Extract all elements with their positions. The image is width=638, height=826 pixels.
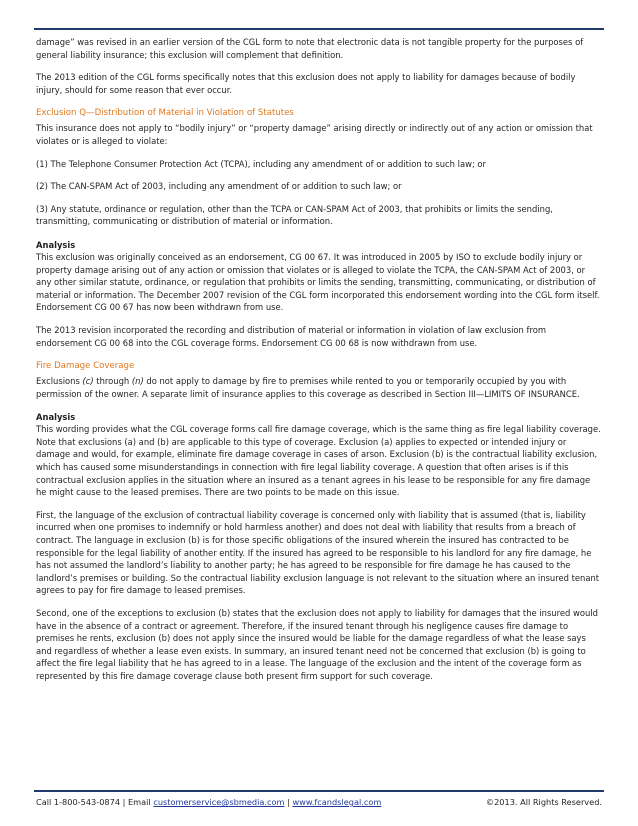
fire-damage-heading: Fire Damage Coverage	[36, 361, 135, 372]
fire-damage-analysis-label: Analysis	[36, 412, 76, 423]
exclusion-q-item-3: (3) Any statute, ordinance or regulation, other than the TCPA or CAN-SPAM Act of 2003, that prohibits or limits the sending, transmitting, communicating or distribution of material or information.	[36, 203, 553, 227]
fire-damage-paragraph: Exclusions (c) through (n) do not apply to damage by fire to premises while rented to you or temporarily occupied by you with permission of the owner. A separate limit of insurance applies to this coverage as described in Section III—LIMITS OF INSURANCE.	[36, 376, 580, 399]
intro-paragraph-2: The 2013 edition of the CGL forms specifically notes that this exclusion does not apply to liability for damages because of bodily injury, should for some reason that ever occur.	[36, 72, 576, 95]
footer-copyright: ©2013. All Rights Reserved.	[485, 797, 602, 807]
exclusion-q-paragraph: This insurance does not apply to “bodily injury” or “property damage” arising directly or indirectly out of any action or omission that violates or is alleged to violate:	[36, 123, 593, 146]
exclusion-q-heading: Exclusion Q—Distribution of Material in Violation of Statutes	[36, 108, 294, 119]
header-rule	[34, 28, 604, 30]
page-footer	[36, 796, 602, 808]
email-link[interactable]: customerservice@sbmedia.com	[153, 797, 285, 807]
website-link[interactable]: www.fcandslegal.com	[292, 797, 382, 807]
exclusion-q-item-1: (1) The Telephone Consumer Protection Act (TCPA), including any amendment of or addition to such law; or	[36, 158, 486, 169]
fire-damage-analysis-3: Second, one of the exceptions to exclusion (b) states that the exclusion does not apply to liability for damages that the insured would have in the absence of a contract or agreement. Therefore, if the insured tenant through his negligence causes fire damage to premises he rents, exclusion (b) does not apply since the insured would be liable for the damage regardless of what the lease says and regardless of whether a lease even exists. In summary, an insured tenant need not be concerned that exclusion (b) is going to affect the fire legal liability that he has agreed to in a lease. The language of the exclusion and the intent of the coverage form as represented by this fire damage coverage clause both present firm support for such coverage.	[36, 608, 598, 681]
exclusion-q-item-2: (2) The CAN-SPAM Act of 2003, including any amendment of or addition to such law; or	[36, 181, 402, 192]
exclusion-q-analysis-label: Analysis	[36, 239, 76, 250]
fire-damage-analysis-1: This wording provides what the CGL coverage forms call fire damage coverage, which is the same thing as fire legal liability coverage. Note that exclusions (a) and (b) are applicable to this type of coverage. Exclusion (a) applies to expected or intended injury or damage and would, for example, eliminate fire damage coverage in cases of arson. Exclusion (b) is the contractual liability exclusion, which has caused some misunderstandings in connection with fire legal liability coverage. A question that often arises is if this contractual exclusion applies in the situation where an insured as a tenant agrees in his lease to be responsible for any fire damage he might cause to the leased premises. There are two points to be made on this issue.	[36, 424, 601, 498]
footer-contact: Call 1-800-543-0874 | Email customerservice@sbmedia.com | www.fcandslegal.com	[36, 797, 382, 807]
exclusion-q-analysis-1: This exclusion was originally conceived as an endorsement, CG 00 67. It was introduced in 2005 by ISO to exclude bodily injury or property damage arising out of any action or omission that violates or is alleged to violate the TCPA, the CAN-SPAM Act of 2003, or any other similar statute, ordinance, or regulation that prohibits or limits the sending, transmitting, communicating, or distribution of material or information. The December 2007 revision of the CGL form incorporated this endorsement wording into the CGL form itself. Endorsement CG 00 67 has now been withdrawn from use.	[36, 251, 600, 313]
exclusion-q-analysis-2: The 2013 revision incorporated the recording and distribution of material or information in violation of law exclusion from endorsement CG 00 68 into the CGL coverage forms. Endorsement CG 00 68 is now withdrawn from use.	[36, 324, 546, 348]
document-body	[36, 36, 602, 683]
footer-rule	[34, 790, 604, 792]
fire-damage-analysis-2: First, the language of the exclusion of contractual liability coverage is concerned only with liability that is assumed (that is, liability incurred when one promises to indemnify or hold harmless another) and does not deal with liability that results from a breach of contract. The language in exclusion (b) is for those specific obligations of the insured wherein the insured has contracted to be responsible for the legal liability of another entity. If the insured has agreed to be responsible to his landlord for any fire damage, he has not assumed the landlord’s liability to another party; he has agreed to be responsible for fire damage he has caused to the landlord’s premises or building. So the contractual liability exclusion language is not relevant to the situation where an insured tenant agrees to pay for fire damage to leased premises.	[36, 509, 600, 596]
intro-paragraph-1: damage” was revised in an earlier version of the CGL form to note that electronic data is not tangible property for the purposes of general liability insurance; this exclusion will complement that definition.	[36, 37, 584, 60]
